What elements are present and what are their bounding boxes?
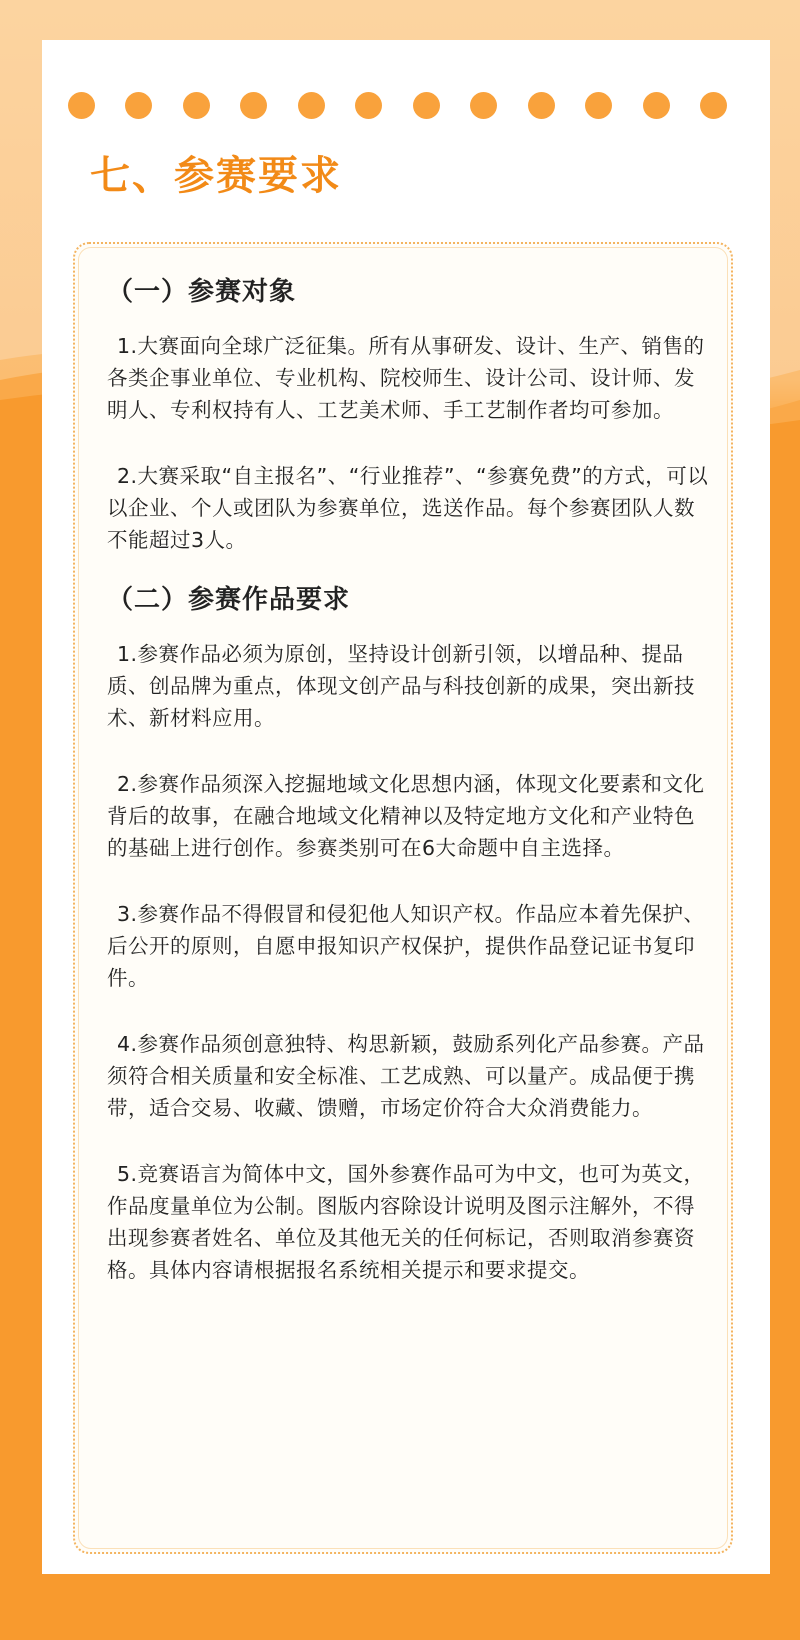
binder-ring <box>643 92 670 119</box>
notebook-page <box>42 40 770 1574</box>
binder-ring <box>125 92 152 119</box>
section-heading: （二）参赛作品要求 <box>107 585 351 615</box>
binder-ring <box>413 92 440 119</box>
paragraph: 5.竞赛语言为简体中文，国外参赛作品可为中文，也可为英文，作品度量单位为公制。图版内容除设计说明及图示注解外，不得出现参赛者姓名、单位及其他无关的任何标记，否则取消参赛资格。具体内容请根据报名系统相关提示和要求提交。 <box>107 1162 705 1282</box>
binder-ring <box>68 92 95 119</box>
binder-ring <box>528 92 555 119</box>
binder-ring <box>183 92 210 119</box>
binder-ring <box>700 92 727 119</box>
paragraph: 1.大赛面向全球广泛征集。所有从事研发、设计、生产、销售的各类企事业单位、专业机构、院校师生、设计公司、设计师、发明人、专利权持有人、工艺美术师、手工艺制作者均可参加。 <box>107 334 705 422</box>
binder-ring <box>355 92 382 119</box>
card-content <box>107 272 711 1286</box>
binder-ring <box>470 92 497 119</box>
section-entry-requirements <box>107 580 711 1286</box>
binder-ring <box>240 92 267 119</box>
page-title: 七、参赛要求 <box>90 153 342 199</box>
section-participants <box>107 272 711 556</box>
paragraph: 1.参赛作品必须为原创，坚持设计创新引领，以增品种、提品质、创品牌为重点，体现文创产品与科技创新的成果，突出新技术、新材料应用。 <box>107 642 695 730</box>
paragraph: 2.参赛作品须深入挖掘地域文化思想内涵，体现文化要素和文化背后的故事，在融合地域文化精神以及特定地方文化和产业特色的基础上进行创作。参赛类别可在6大命题中自主选择。 <box>107 772 705 860</box>
paragraph: 4.参赛作品须创意独特、构思新颖，鼓励系列化产品参赛。产品须符合相关质量和安全标准、工艺成熟、可以量产。成品便于携带，适合交易、收藏、馈赠，市场定价符合大众消费能力。 <box>107 1032 705 1120</box>
paragraph: 2.大赛采取“自主报名”、“行业推荐”、“参赛免费”的方式，可以以企业、个人或团队为参赛单位，选送作品。每个参赛团队人数不能超过3人。 <box>107 464 709 552</box>
binder-ring <box>298 92 325 119</box>
content-card <box>73 242 733 1554</box>
section-heading: （一）参赛对象 <box>107 277 297 307</box>
paragraph: 3.参赛作品不得假冒和侵犯他人知识产权。作品应本着先保护、后公开的原则，自愿申报知识产权保护，提供作品登记证书复印件。 <box>107 902 705 990</box>
binder-ring <box>585 92 612 119</box>
